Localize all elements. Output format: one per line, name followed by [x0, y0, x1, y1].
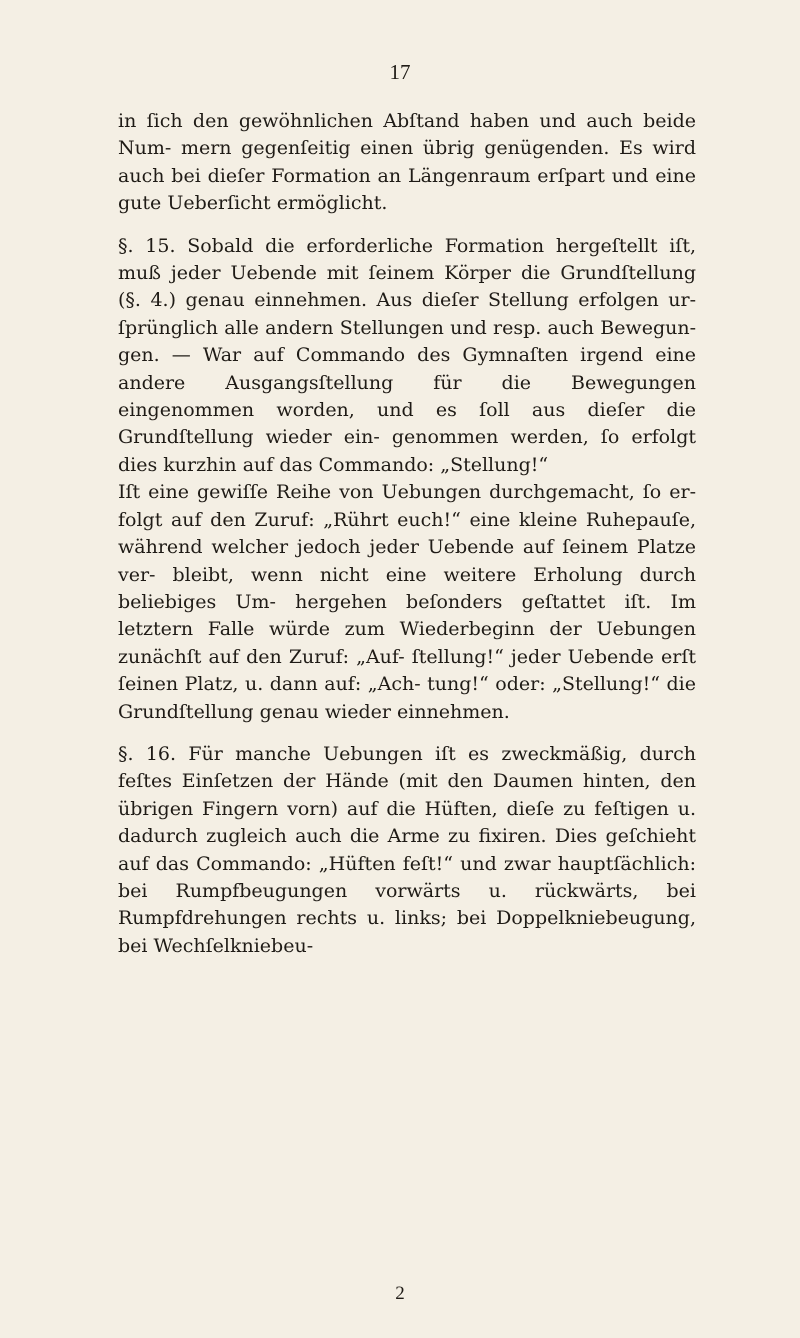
body-text [118, 108, 696, 960]
paragraph-section-15: §. 15. Sobald die erforderliche Formation hergeſtellt iſt, muß jeder Uebende mit ſeinem Körper die Grundſtellung (§. 4.) genau einnehmen. Aus dieſer Stellung erfolgen ur- ſprünglich alle andern Stellungen und resp. auch Bewegun- gen. — War auf Commando des Gymnaſten irgend eine andere Ausgangsſtellung für die Bewegungen eingenommen worden, und es ſoll aus dieſer die Grundſtellung wieder ein- genommen werden, ſo erfolgt dies kurzhin auf das Commando: „Stellung!“ [118, 234, 696, 476]
page-number: 17 [389, 60, 411, 84]
signature-mark: 2 [395, 1283, 405, 1304]
paragraph-intro: in ſich den gewöhnlichen Abſtand haben und auch beide Num- mern gegenſeitig einen übrig genügenden. Es wird auch bei dieſer Formation an Längenraum erſpart und eine gute Ueberſicht ermöglicht. [118, 110, 696, 215]
paragraph-section-16: §. 16. Für manche Uebungen iſt es zweckmäßig, durch feſtes Einſetzen der Hände (mit den Daumen hinten, den übrigen Fingern vorn) auf die Hüften, dieſe zu feſtigen u. dadurch zugleich auch die Arme zu fixiren. Dies geſchieht auf das Commando: „Hüften feſt!“ und zwar hauptſächlich: bei Rumpfbeugungen vorwärts u. rückwärts, bei Rumpfdrehungen rechts u. links; bei Doppelkniebeugung, bei Wechſelkniebeu- [118, 742, 696, 957]
paragraph-rest-command: Iſt eine gewiſſe Reihe von Uebungen durchgemacht, ſo er- folgt auf den Zuruf: „Rührt euch!“ eine kleine Ruhepauſe, während welcher jedoch jeder Uebende auf ſeinem Platze ver- bleibt, wenn nicht eine weitere Erholung durch beliebiges Um- hergehen beſonders geſtattet iſt. Im letztern Falle würde zum Wiederbeginn der Uebungen zunächſt auf den Zuruf: „Auf- ſtellung!“ jeder Uebende erſt ſeinen Platz, u. dann auf: „Ach- tung!“ oder: „Stellung!“ die Grundſtellung genau wieder einnehmen. [118, 481, 696, 723]
